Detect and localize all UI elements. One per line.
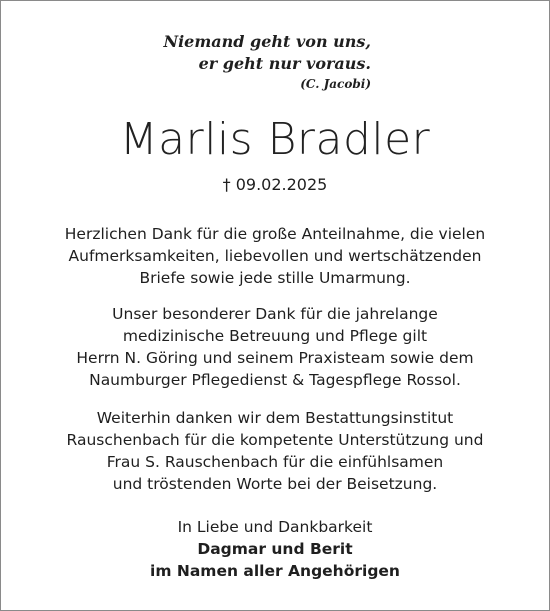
thanks-paragraph-1 [21, 223, 529, 289]
deceased-name: Marlis Bradler [119, 114, 431, 165]
paragraph-line: Aufmerksamkeiten, liebevollen und wertschätzenden [68, 247, 482, 265]
paragraph-line: Unser besonderer Dank für die jahrelange [112, 305, 438, 323]
quote-author: (C. Jacobi) [300, 77, 371, 91]
paragraph-line: Frau S. Rauschenbach für die einfühlsamen [106, 453, 444, 471]
paragraph-line: Briefe sowie jede stille Umarmung. [139, 269, 411, 287]
paragraph-line: Rauschenbach für die kompetente Unterstützung und [66, 431, 484, 449]
family-line: im Namen aller Angehörigen [150, 562, 400, 580]
death-date: † 09.02.2025 [222, 175, 328, 194]
signers-names: Dagmar und Berit [197, 540, 353, 558]
thanks-paragraph-2 [21, 303, 529, 391]
paragraph-line: Weiterhin danken wir dem Bestattungsinstitut [96, 409, 454, 427]
paragraph-line: medizinische Betreuung und Pflege gilt [122, 327, 428, 345]
quote-line-1: Niemand geht von uns, [163, 32, 371, 51]
memorial-quote [151, 31, 371, 93]
paragraph-line: und tröstenden Worte bei der Beisetzung. [112, 475, 438, 493]
closing-line: In Liebe und Dankbarkeit [177, 518, 373, 536]
paragraph-line: Herrn N. Göring und seinem Praxisteam sowie dem [76, 349, 474, 367]
paragraph-line: Naumburger Pflegedienst & Tagespflege Rossol. [89, 371, 461, 389]
closing-signature [1, 516, 549, 582]
paragraph-line: Herzlichen Dank für die große Anteilnahme, die vielen [64, 225, 486, 243]
quote-line-2: er geht nur voraus. [198, 54, 371, 73]
thanks-paragraph-3 [21, 407, 529, 495]
